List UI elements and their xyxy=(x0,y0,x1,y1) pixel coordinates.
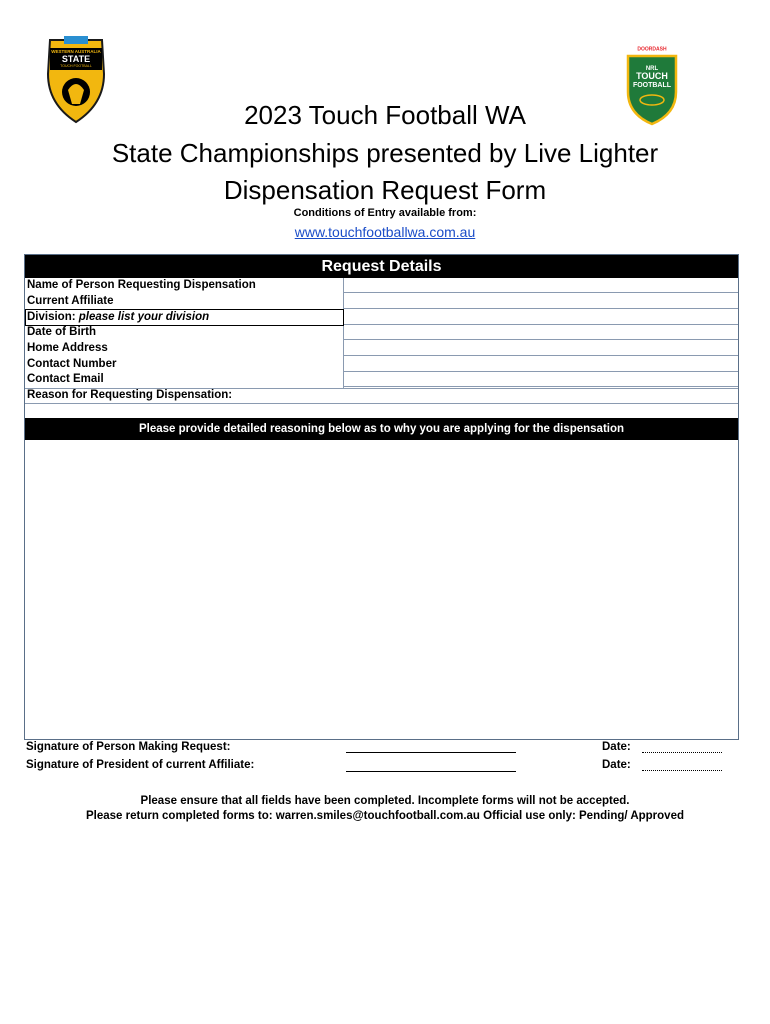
signature-president-label: Signature of President of current Affiliate: xyxy=(26,759,255,771)
label-home-address: Home Address xyxy=(27,342,108,354)
date-person-line[interactable] xyxy=(642,752,722,753)
name-field[interactable] xyxy=(344,278,738,293)
logo-left-line2: STATE xyxy=(61,54,91,64)
logo-right-line2: TOUCH xyxy=(636,71,668,81)
signature-person-line[interactable] xyxy=(346,752,516,753)
conditions-of-entry-text: Conditions of Entry available from: xyxy=(293,207,477,219)
contact-email-field[interactable] xyxy=(344,372,738,387)
label-current-affiliate: Current Affiliate xyxy=(27,295,114,307)
date-president-line[interactable] xyxy=(642,770,722,771)
reason-text-area[interactable] xyxy=(25,440,738,739)
reason-summary-field[interactable] xyxy=(25,403,738,418)
logo-right-sponsor: DOORDASH xyxy=(637,46,667,53)
request-form xyxy=(24,254,739,740)
label-reason: Reason for Requesting Dispensation: xyxy=(27,389,233,401)
contact-number-field[interactable] xyxy=(344,357,738,372)
label-division-text: Division: xyxy=(27,311,76,323)
signature-person-label: Signature of Person Making Request: xyxy=(26,741,231,753)
logo-right-line1: NRL xyxy=(645,66,659,72)
footer-return-note: Please return completed forms to: warren.smiles@touchfootball.com.au Official use only: Pending/ Approved xyxy=(85,810,685,822)
label-contact-email: Contact Email xyxy=(27,373,104,385)
date-label-president: Date: xyxy=(602,759,631,771)
request-details-header: Request Details xyxy=(25,255,738,278)
label-contact-number: Contact Number xyxy=(27,358,117,370)
logo-right-line3: FOOTBALL xyxy=(632,82,672,89)
division-field[interactable] xyxy=(344,310,738,325)
title-line-1: 2023 Touch Football WA xyxy=(244,100,526,130)
date-label-person: Date: xyxy=(602,741,631,753)
current-affiliate-field[interactable] xyxy=(344,294,738,309)
footer-completion-note: Please ensure that all fields have been completed. Incomplete forms will not be accepted. xyxy=(140,795,630,807)
logo-left-line3: TOUCH FOOTBALL xyxy=(60,64,92,68)
logo-left-line1: WESTERN AUSTRALIA xyxy=(51,49,101,54)
label-division-hint: please list your division xyxy=(78,311,210,323)
date-of-birth-field[interactable] xyxy=(344,325,738,340)
label-date-of-birth: Date of Birth xyxy=(27,326,96,338)
website-link[interactable]: www.touchfootballwa.com.au xyxy=(294,224,476,240)
title-line-3: Dispensation Request Form xyxy=(223,175,547,205)
home-address-field[interactable] xyxy=(344,341,738,356)
label-name: Name of Person Requesting Dispensation xyxy=(27,279,256,291)
signature-president-line[interactable] xyxy=(346,771,516,772)
reason-instructions-header: Please provide detailed reasoning below as to why you are applying for the dispensation xyxy=(25,418,738,440)
label-division xyxy=(27,310,343,325)
title-line-2: State Championships presented by Live Lighter xyxy=(111,138,659,168)
